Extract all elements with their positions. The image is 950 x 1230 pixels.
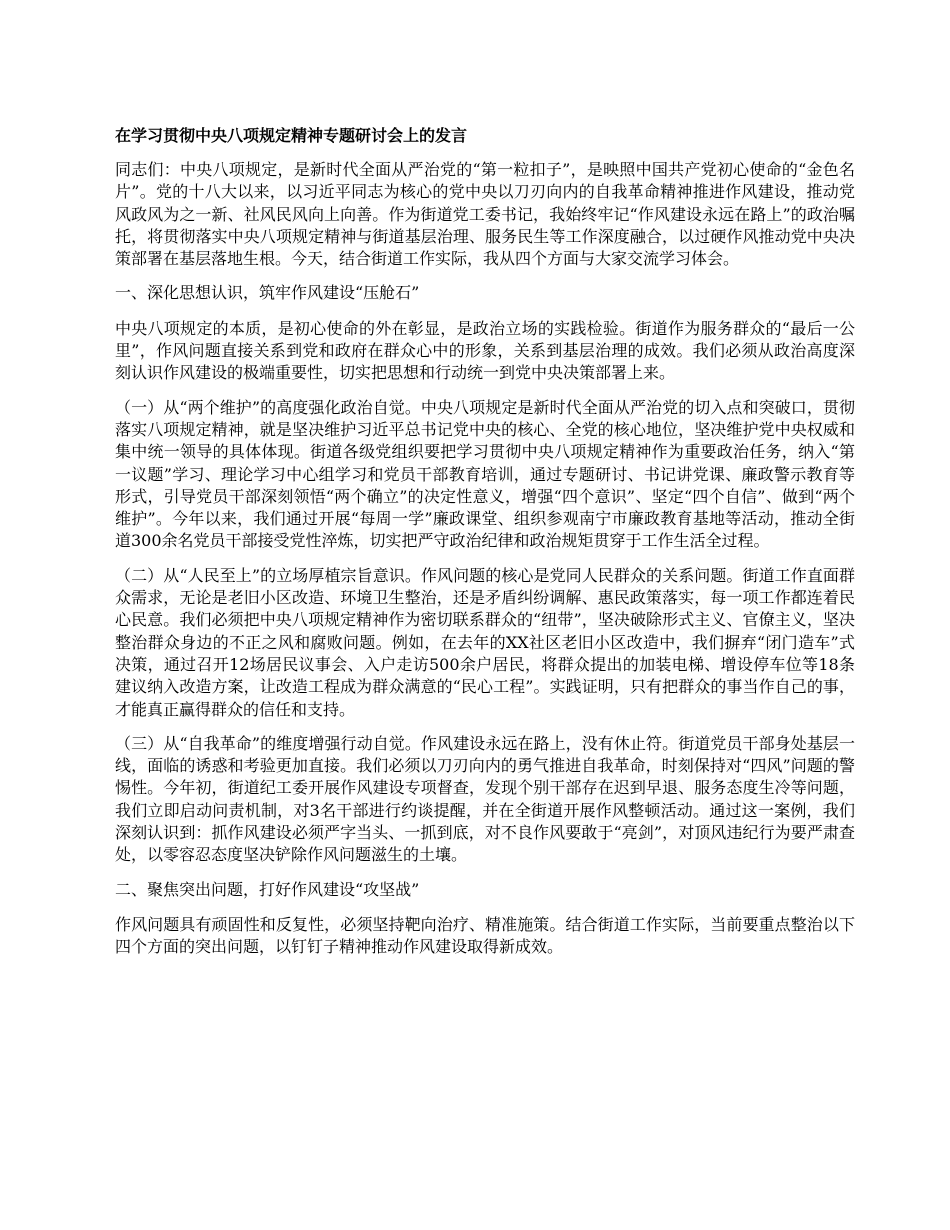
paragraph-opening: 同志们：中央八项规定，是新时代全面从严治党的“第一粒扣子”，是映照中国共产党初心使命的“金色名片”。党的十八大以来，以习近平同志为核心的党中央以刀刃向内的自我革命精神推进作风建设，推动党风政风为之一新、社风民风向上向善。作为街道党工委书记，我始终牢记“作风建设永远在路上”的政治嘱托，将贯彻落实中央八项规定精神与街道基层治理、服务民生等工作深度融合，以过硬作风推动党中央决策部署在基层落地生根。今天，结合街道工作实际，我从四个方面与大家交流学习体会。 <box>115 160 855 269</box>
paragraph-subpoint-3: （三）从“自我革命”的维度增强行动自觉。作风建设永远在路上，没有休止符。街道党员干部身处基层一线，面临的诱惑和考验更加直接。我们必须以刀刃向内的勇气推进自我革命，时刻保持对“四风”问题的警惕性。今年初，街道纪工委开展作风建设专项督查，发现个别干部存在迟到早退、服务态度生冷等问题，我们立即启动问责机制，对3名干部进行约谈提醒，并在全街道开展作风整顿活动。通过这一案例，我们深刻认识到：抓作风建设必须严字当头、一抓到底，对不良作风要敢于“亮剑”，对顶风违纪行为要严肃查处，以零容忍态度坚决铲除作风问题滋生的土壤。 <box>115 733 855 865</box>
paragraph-subpoint-1: （一）从“两个维护”的高度强化政治自觉。中央八项规定是新时代全面从严治党的切入点和突破口，贯彻落实八项规定精神，就是坚决维护习近平总书记党中央的核心、全党的核心地位，坚决维护党中央权威和集中统一领导的具体体现。街道各级党组织要把学习贯彻中央八项规定精神作为重要政治任务，纳入“第一议题”学习、理论学习中心组学习和党员干部教育培训，通过专题研讨、书记讲党课、廉政警示教育等形式，引导党员干部深刻领悟“两个确立”的决定性意义，增强“四个意识”、坚定“四个自信”、做到“两个维护”。今年以来，我们通过开展“每周一学”廉政课堂、组织参观南宁市廉政教育基地等活动，推动全街道300余名党员干部接受党性淬炼，切实把严守政治纪律和政治规矩贯穿于工作生活全过程。 <box>115 397 855 551</box>
paragraph-section-1-intro: 中央八项规定的本质，是初心使命的外在彰显，是政治立场的实践检验。街道作为服务群众的“最后一公里”，作风问题直接关系到党和政府在群众心中的形象，关系到基层治理的成效。我们必须从政治高度深刻认识作风建设的极端重要性，切实把思想和行动统一到党中央决策部署上来。 <box>115 318 855 383</box>
section-heading-1: 一、深化思想认识，筑牢作风建设“压舱石” <box>115 283 420 303</box>
document-page <box>115 124 855 971</box>
paragraph-subpoint-2: （二）从“人民至上”的立场厚植宗旨意识。作风问题的核心是党同人民群众的关系问题。街道工作直面群众需求，无论是老旧小区改造、环境卫生整治，还是矛盾纠纷调解、惠民政策落实，每一项工作都连着民心民意。我们必须把中央八项规定精神作为密切联系群众的“纽带”，坚决破除形式主义、官僚主义，坚决整治群众身边的不正之风和腐败问题。例如，在去年的XX社区老旧小区改造中，我们摒弃“闭门造车”式决策，通过召开12场居民议事会、入户走访500余户居民，将群众提出的加装电梯、增设停车位等18条建议纳入改造方案，让改造工程成为群众满意的“民心工程”。实践证明，只有把群众的事当作自己的事，才能真正赢得群众的信任和支持。 <box>115 565 855 719</box>
paragraph-section-2-intro: 作风问题具有顽固性和反复性，必须坚持靶向治疗、精准施策。结合街道工作实际，当前要重点整治以下四个方面的突出问题，以钉钉子精神推动作风建设取得新成效。 <box>115 914 855 957</box>
section-heading-2: 二、聚焦突出问题，打好作风建设“攻坚战” <box>115 879 420 899</box>
document-title: 在学习贯彻中央八项规定精神专题研讨会上的发言 <box>115 126 468 145</box>
